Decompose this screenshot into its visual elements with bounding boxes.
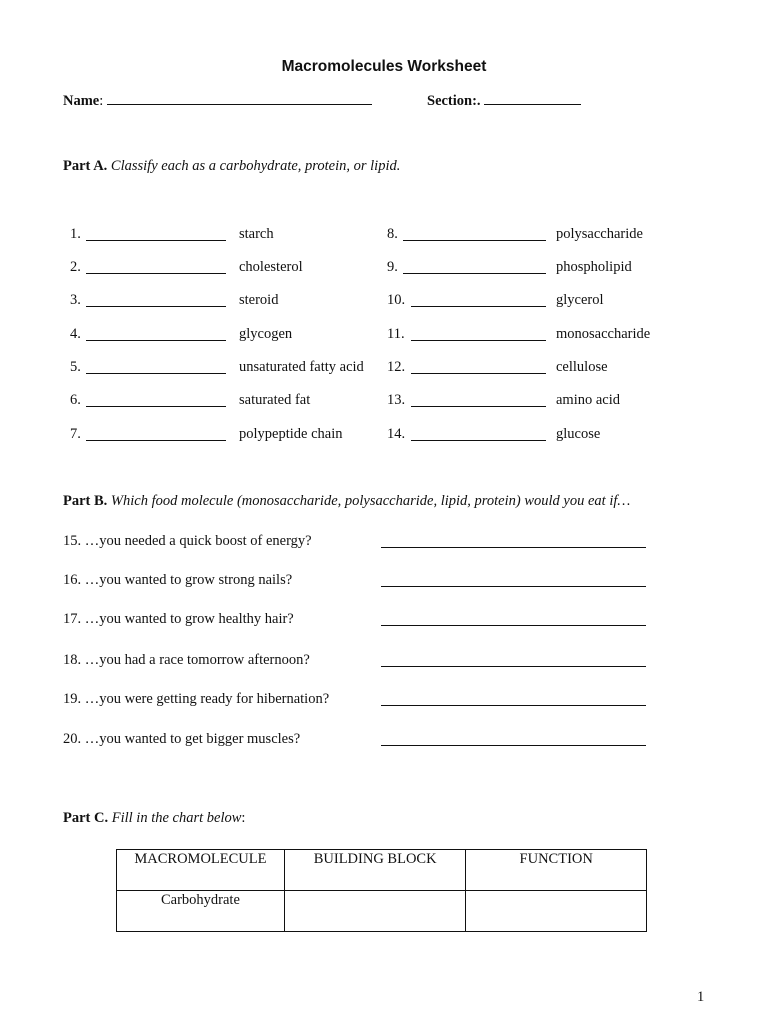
answer-blank[interactable]	[86, 373, 226, 374]
part-b-instruction: Which food molecule (monosaccharide, polysaccharide, lipid, protein) would you eat if…	[110, 493, 631, 509]
item-number: 7.	[70, 426, 81, 442]
part-c-label: Part C.	[63, 810, 109, 826]
chart-cell-macromolecule: Carbohydrate	[117, 891, 285, 932]
item-term: glycogen	[239, 326, 293, 342]
part-b-heading	[63, 493, 630, 510]
chart-header-macromolecule: MACROMOLECULE	[117, 850, 285, 891]
name-label: Name	[63, 93, 100, 109]
item-term: steroid	[239, 292, 279, 308]
section-blank[interactable]	[484, 90, 581, 105]
answer-line[interactable]	[381, 745, 646, 746]
chart-cell-building-block[interactable]	[284, 891, 466, 932]
question-text: 17. …you wanted to grow healthy hair?	[63, 611, 294, 627]
chart-header-row	[117, 850, 647, 891]
answer-line[interactable]	[381, 547, 646, 548]
part-a-label: Part A.	[63, 158, 108, 174]
item-term: polysaccharide	[556, 226, 643, 242]
name-field-row: Name:	[63, 90, 372, 110]
item-term: starch	[239, 226, 274, 242]
item-term: unsaturated fatty acid	[239, 359, 364, 375]
section-label: Section:.	[427, 93, 481, 109]
macromolecule-chart	[116, 849, 647, 932]
chart-header-building-block: BUILDING BLOCK	[284, 850, 466, 891]
answer-blank[interactable]	[86, 440, 226, 441]
item-number: 12.	[387, 359, 406, 375]
item-term: glucose	[556, 426, 601, 442]
item-number: 11.	[387, 326, 405, 342]
item-number: 5.	[70, 359, 81, 375]
item-number: 2.	[70, 259, 81, 275]
item-term: cellulose	[556, 359, 608, 375]
item-number: 13.	[387, 392, 406, 408]
answer-blank[interactable]	[411, 340, 546, 341]
part-a-heading	[63, 158, 400, 175]
answer-line[interactable]	[381, 705, 646, 706]
answer-line[interactable]	[381, 586, 646, 587]
question-text: 15. …you needed a quick boost of energy?	[63, 533, 312, 549]
question-text: 18. …you had a race tomorrow afternoon?	[63, 652, 310, 668]
item-term: monosaccharide	[556, 326, 651, 342]
part-a-instruction: Classify each as a carbohydrate, protein, or lipid.	[110, 158, 401, 174]
name-blank[interactable]	[107, 90, 372, 105]
item-number: 14.	[387, 426, 406, 442]
part-c-heading: Part C. Fill in the chart below:	[63, 810, 246, 826]
item-number: 4.	[70, 326, 81, 342]
answer-line[interactable]	[381, 666, 646, 667]
worksheet-title: Macromolecules Worksheet	[281, 58, 487, 75]
question-text: 20. …you wanted to get bigger muscles?	[63, 731, 301, 747]
answer-blank[interactable]	[411, 373, 546, 374]
answer-blank[interactable]	[403, 273, 546, 274]
item-term: cholesterol	[239, 259, 303, 275]
item-number: 10.	[387, 292, 406, 308]
item-number: 6.	[70, 392, 81, 408]
answer-blank[interactable]	[86, 240, 226, 241]
item-number: 1.	[70, 226, 81, 242]
question-text: 16. …you wanted to grow strong nails?	[63, 572, 293, 588]
chart-cell-function[interactable]	[466, 891, 647, 932]
item-number: 3.	[70, 292, 81, 308]
item-term: phospholipid	[556, 259, 632, 275]
item-term: amino acid	[556, 392, 621, 408]
item-number: 8.	[387, 226, 398, 242]
answer-blank[interactable]	[411, 406, 546, 407]
page-number: 1	[697, 989, 705, 1005]
section-field-row	[427, 90, 581, 110]
part-b-label: Part B.	[63, 493, 108, 509]
answer-blank[interactable]	[86, 273, 226, 274]
answer-line[interactable]	[381, 625, 646, 626]
answer-blank[interactable]	[411, 440, 546, 441]
answer-blank[interactable]	[411, 306, 546, 307]
question-text: 19. …you were getting ready for hibernation?	[63, 691, 330, 707]
answer-blank[interactable]	[86, 340, 226, 341]
item-term: glycerol	[556, 292, 604, 308]
item-term: saturated fat	[239, 392, 311, 408]
answer-blank[interactable]	[86, 306, 226, 307]
chart-header-function: FUNCTION	[466, 850, 647, 891]
item-number: 9.	[387, 259, 398, 275]
answer-blank[interactable]	[403, 240, 546, 241]
chart-row	[117, 891, 647, 932]
item-term: polypeptide chain	[239, 426, 343, 442]
answer-blank[interactable]	[86, 406, 226, 407]
part-c-instruction: Fill in the chart below	[111, 810, 242, 826]
